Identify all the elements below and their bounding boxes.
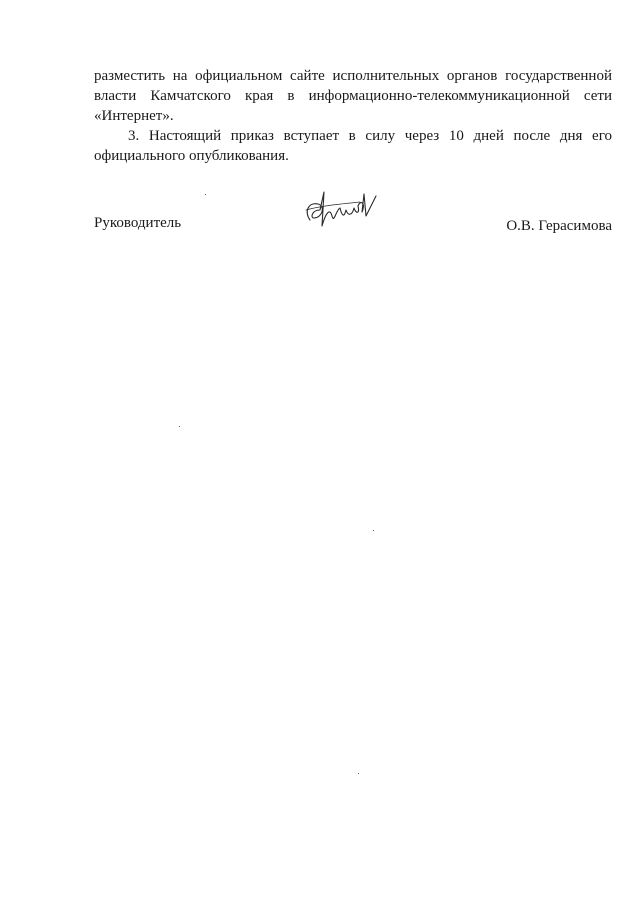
signer-name: О.В. Герасимова — [506, 218, 612, 234]
scan-speck — [179, 426, 180, 427]
paragraph-1: разместить на официальном сайте исполнительных органов государственной власти Камчатского края в информационно-телекоммуникационной сети «Интернет». — [94, 68, 612, 124]
paragraph-2 — [94, 126, 612, 166]
handwritten-signature — [300, 186, 382, 232]
scan-speck — [205, 194, 206, 195]
scan-speck — [373, 530, 374, 531]
signer-title: Руководитель — [94, 215, 182, 231]
paragraph-2-text: 3. Настоящий приказ вступает в силу через 10 дней после дня его официального опубликования. — [94, 128, 612, 164]
scan-speck — [358, 773, 359, 774]
